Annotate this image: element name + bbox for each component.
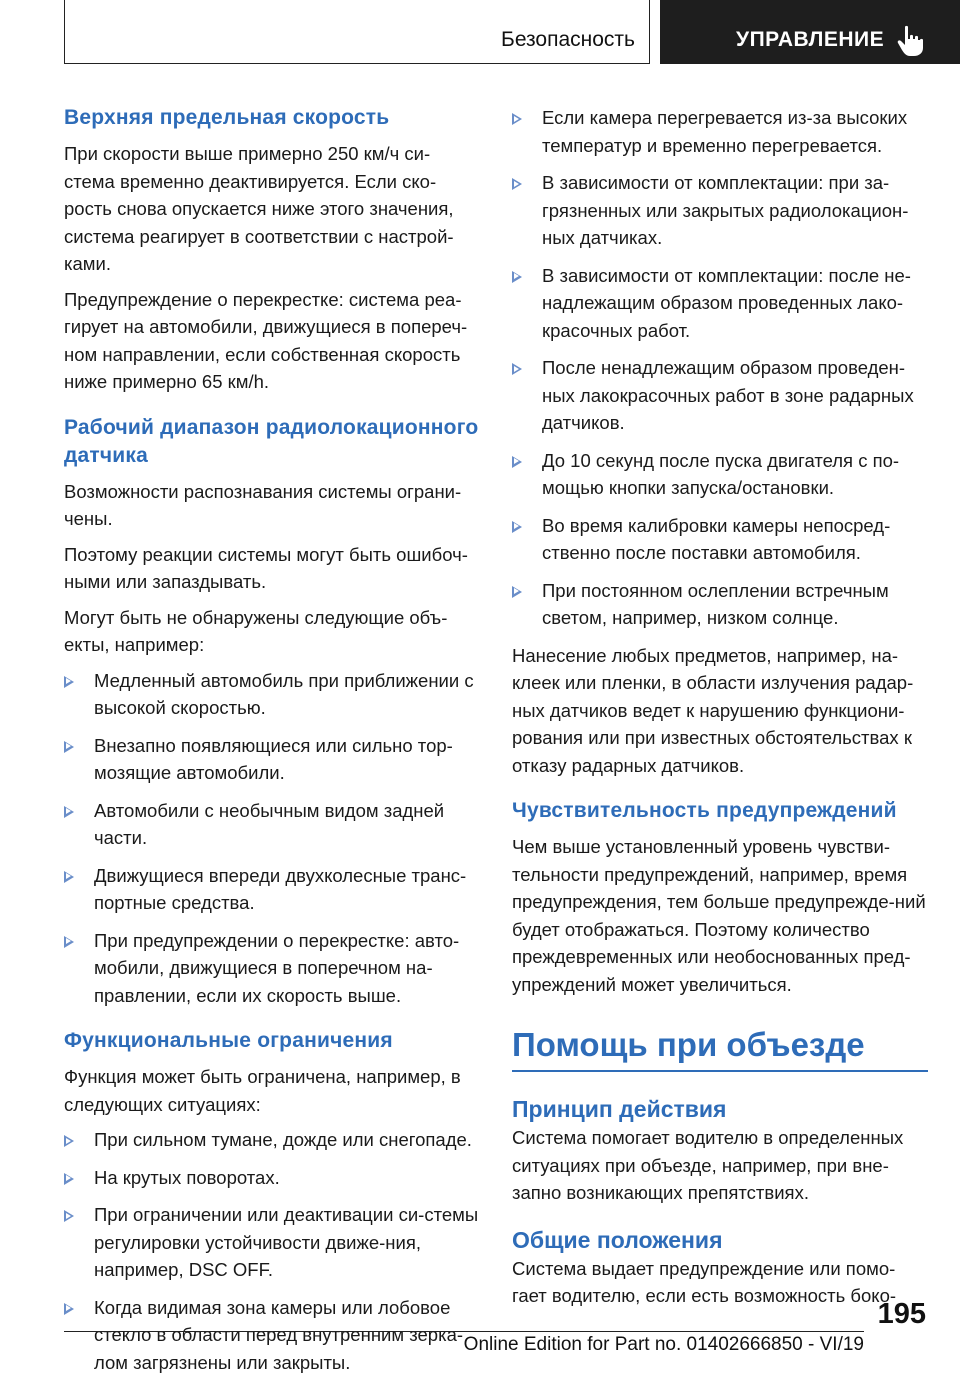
list-item: До 10 секунд после пуска двигателя с по-мощью кнопки запуска/остановки. [512,447,928,502]
paragraph: Могут быть не обнаружены следующие объ-екты, например: [64,606,448,655]
heading-upper-speed-limit: Верхняя предельная скорость [64,106,390,129]
paragraph: При скорости выше примерно 250 км/ч си-стема временно деактивируется. Если ско-рость снова опускается ниже этого значения, система реагирует в соответствии с настрой-ками. [64,143,454,274]
list-item: На крутых поворотах. [64,1164,480,1192]
list-item: При сильном тумане, дожде или снегопаде. [64,1126,480,1154]
triangle-bullet-icon [64,871,74,883]
paragraph: Система помогает водителю в определенных ситуациях при объезде, например, при вне-запно возникающих препятствиях. [512,1127,904,1203]
footer-rule [64,1331,864,1332]
list-item: Движущиеся впереди двухколесные транс-портные средства. [64,862,480,917]
triangle-bullet-icon [64,936,74,948]
paragraph: Чем выше установленный уровень чувстви-тельности предупреждений, например, время предупреждения, тем больше предупрежде-ний будет отображаться. Поэтому количество преждевременных или необоснованных пред-упреждений может увеличиться. [512,836,926,995]
paragraph: Предупреждение о перекрестке: система реа-гирует на автомобили, движущиеся в попереч-ном направлении, если собственная скорость ниже примерно 65 км/h. [64,288,468,392]
list-item: При предупреждении о перекрестке: авто-мобили, движущиеся в поперечном на-правлении, если их скорость выше. [64,927,480,1010]
list-item: В зависимости от комплектации: при за-грязненных или закрытых радиолокацион-ных датчиках. [512,169,928,252]
triangle-bullet-icon [512,586,522,598]
triangle-bullet-icon [64,741,74,753]
triangle-bullet-icon [512,363,522,375]
list-item: При ограничении или деактивации си-стемы регулировки устойчивости движе-ния, например, DSC OFF. [64,1201,480,1284]
paragraph: Возможности распознавания системы ограни-чены. [64,480,462,529]
triangle-bullet-icon [64,1135,74,1147]
footer-edition: Online Edition for Part no. 01402666850 - VI/19 [463,1334,864,1355]
list-item: При постоянном ослеплении встречным светом, например, низком солнце. [512,577,928,632]
paragraph: Нанесение любых предметов, например, на-клеек или пленки, в области излучения радар-ных датчиков ведет к нарушению функциони-рования или при известных обстоятельствах к отказу радарных датчиков. [512,644,914,776]
triangle-bullet-icon [512,271,522,283]
list-item: Когда видимая зона камеры или лобовое стекло в области перед внутренним зерка-лом загрязнены или закрыты. [64,1294,480,1377]
header-chapter-title: УПРАВЛЕНИЕ [736,28,885,51]
left-column [64,104,480,1386]
page-number: 195 [877,1298,926,1330]
heading-general: Общие положения [512,1226,723,1253]
triangle-bullet-icon [64,1210,74,1222]
right-column [512,104,928,1318]
header-section-box [64,0,650,64]
list-item: Медленный автомобиль при приближении с высокой скоростью. [64,667,480,722]
bullet-list [512,104,928,632]
header-chapter-tab [660,0,960,64]
hand-pointer-icon [896,24,926,58]
triangle-bullet-icon [64,1303,74,1315]
list-item: Если камера перегревается из-за высоких температур и временно перегревается. [512,104,928,159]
header-section-title: Безопасность [501,28,635,51]
list-item: Во время калибровки камеры непосред-ственно после поставки автомобиля. [512,512,928,567]
triangle-bullet-icon [64,806,74,818]
list-item: Автомобили с необычным видом задней части. [64,797,480,852]
paragraph: Функция может быть ограничена, например, в следующих ситуациях: [64,1066,461,1115]
chapter-title-evasion-aid: Помощь при объезде [512,1026,865,1063]
chapter-title-rule [512,1070,928,1072]
heading-warning-sensitivity: Чувствительность предупреждений [512,799,897,822]
triangle-bullet-icon [512,521,522,533]
triangle-bullet-icon [64,1173,74,1185]
list-item: Внезапно появляющиеся или сильно тор-мозящие автомобили. [64,732,480,787]
heading-radar-range: Рабочий диапазон радиолокационного датчика [64,415,479,467]
triangle-bullet-icon [512,178,522,190]
paragraph: Поэтому реакции системы могут быть ошибоч-ными или запаздывать. [64,543,468,592]
heading-principle: Принцип действия [512,1096,727,1122]
triangle-bullet-icon [512,456,522,468]
triangle-bullet-icon [64,676,74,688]
paragraph: Система выдает предупреждение или помо-гает водителю, если есть возможность боко- [512,1257,897,1306]
list-item: После ненадлежащим образом проведен-ных лакокрасочных работ в зоне радарных датчиков. [512,354,928,437]
list-item: В зависимости от комплектации: после не-надлежащим образом проведенных лако-красочных работ. [512,262,928,345]
heading-functional-limits: Функциональные ограничения [64,1029,393,1052]
triangle-bullet-icon [512,113,522,125]
bullet-list [64,667,480,1010]
